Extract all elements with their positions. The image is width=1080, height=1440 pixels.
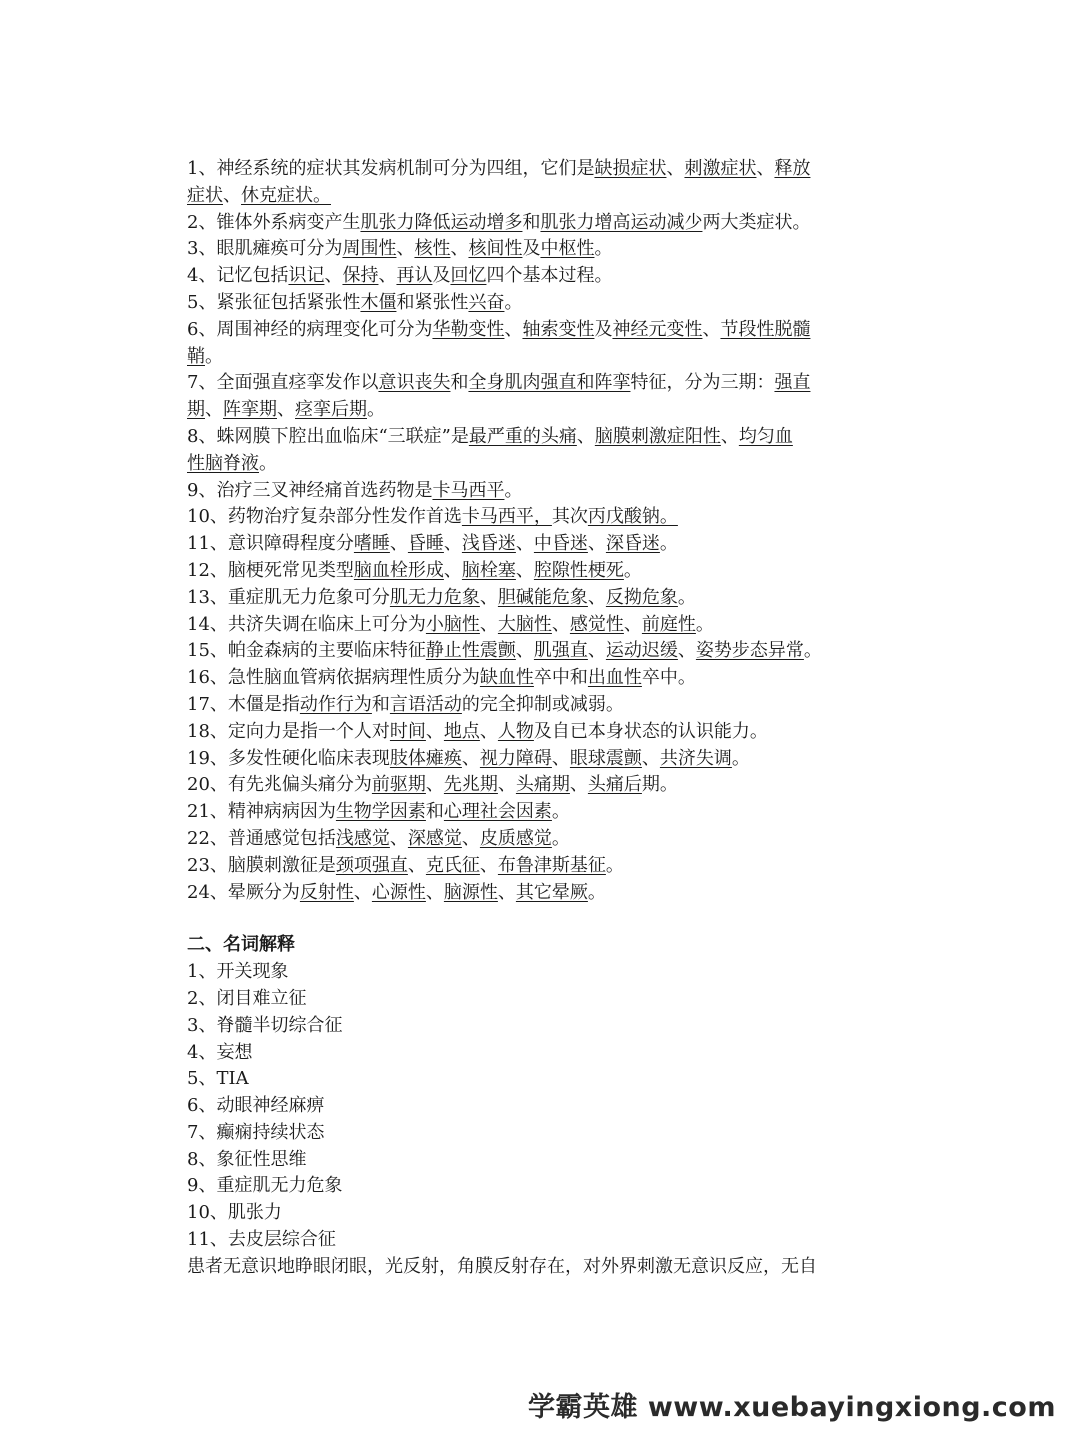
fill-in-line [187,880,897,907]
answer-blank: 脑膜刺激症阳性 [594,425,721,447]
question-text: 。 [551,801,570,823]
fill-in-line [187,531,897,558]
answer-blank: 克氏征 [425,854,480,876]
answer-blank: 再认 [396,265,433,287]
question-text: 。 [504,291,523,313]
fill-in-line [187,263,897,290]
answer-blank: 头痛期 [515,774,570,796]
question-text: 其次 [551,506,588,528]
fill-in-line [187,370,897,397]
question-text: 、 [587,586,606,608]
answer-blank: 小脑性 [425,613,480,635]
answer-blank: 生物学因素 [335,801,426,823]
answer-blank: 前驱期 [371,774,426,796]
fill-in-line [187,236,897,263]
answer-blank: 保持 [342,265,379,287]
answer-blank: 兴奋 [468,291,505,313]
question-text: 和 [450,372,469,394]
question-text: 19、多发性硬化临床表现 [187,747,390,769]
answer-blank: 皮质感觉 [479,827,552,849]
term-item: 8、象征性思维 [187,1148,307,1170]
question-text: 。 [504,479,523,501]
answer-blank: 肌强直 [533,640,588,662]
question-text: 、 [389,533,408,555]
fill-in-line [187,344,897,371]
question-text: 、 [450,238,469,260]
term-item: 10、肌张力 [187,1202,282,1224]
answer-blank: 深昏迷 [605,533,660,555]
watermark: 学霸英雄 www.xuebayingxiong.com [527,1392,1056,1423]
question-text: 、 [569,774,588,796]
question-text: 和 [425,801,444,823]
question-text: 9、治疗三叉神经痛首选药物是 [187,479,433,501]
answer-blank: 核性 [414,238,451,260]
fill-in-line [187,719,897,746]
question-text: 、 [515,559,534,581]
question-text: 的完全抑制或减弱。 [461,693,624,715]
fill-in-line [187,558,897,585]
question-text: 、 [515,640,534,662]
question-text: 1、神经系统的症状其发病机制可分为四组，它们是 [187,158,595,179]
question-text: 16、急性脑血管病依据病理性质分为 [187,667,480,689]
question-text: 。 [677,586,696,608]
answer-blank: 姿势步态异常 [695,640,804,662]
answer-blank: 刺激症状 [684,158,757,179]
question-text: 。 [659,533,678,555]
answer-blank: 脑源性 [443,881,498,903]
question-text: 、 [702,318,721,340]
fill-in-line [187,585,897,612]
answer-blank: 深感觉 [407,827,462,849]
answer-blank: 胆碱能危象 [497,586,588,608]
answer-blank: 痉挛后期 [295,399,367,421]
fill-in-line [187,665,897,692]
answer-blank: 神经元变性 [612,318,703,340]
answer-blank: 回忆 [450,265,487,287]
question-text: 卒中和 [533,667,588,689]
question-text: 、 [497,774,516,796]
term-item: 3、脊髓半切综合征 [187,1014,343,1036]
question-text: 8、蛛网膜下腔出血临床“三联症”是 [187,425,469,447]
question-text: 、 [551,613,570,635]
fill-in-line [187,424,897,451]
question-text: 、 [223,184,241,206]
answer-blank: 阵挛期 [223,399,277,421]
answer-blank: 节段性脱髓 [720,318,811,340]
question-text: 、 [479,586,498,608]
answer-blank: 周围性 [342,238,397,260]
question-text: 及 [594,318,613,340]
question-text: 、 [720,425,739,447]
answer-blank: 嗜睡 [353,533,390,555]
question-text: 四个基本过程。 [486,265,613,287]
fill-in-line [187,156,897,183]
question-text: 、 [389,827,408,849]
question-text: 及 [432,265,451,287]
question-text: 。 [803,640,822,662]
fill-in-line [187,638,897,665]
answer-blank: 症状 [187,184,223,206]
question-text: 。 [695,613,714,635]
term-item: 9、重症肌无力危象 [187,1175,343,1197]
trailing-paragraph: 患者无意识地睁眼闭眼，光反射，角膜反射存在，对外界刺激无意识反应，无自 [187,1255,817,1277]
question-text: 11、意识障碍程度分 [187,533,354,555]
answer-blank: 静止性震颤 [425,640,516,662]
fill-in-line [187,692,897,719]
question-text: 和 [522,211,541,233]
question-text: 及 [522,238,541,260]
fill-in-line [187,478,897,505]
answer-blank: 中枢性 [540,238,595,260]
fill-in-line [187,746,897,773]
question-text: 特征，分为三期： [630,372,775,394]
question-text: 4、记忆包括 [187,265,289,287]
fill-in-line [187,290,897,317]
answer-blank: 腔隙性梗死 [533,559,624,581]
answer-blank: 脑血栓形成 [353,559,444,581]
question-text: 、 [443,559,462,581]
question-text: 15、帕金森病的主要临床特征 [187,640,426,662]
answer-blank: 动作行为 [299,693,372,715]
fill-in-line [187,210,897,237]
fill-in-line [187,397,897,424]
question-text: 17、木僵是指 [187,693,300,715]
question-text: 和紧张性 [396,291,469,313]
answer-blank: 脑栓塞 [461,559,516,581]
answer-blank: 释放 [774,158,811,179]
answer-blank: 缺损症状 [594,158,667,179]
question-text: 、 [378,265,397,287]
term-item: 1、开关现象 [187,961,289,983]
answer-blank: 昏睡 [407,533,444,555]
answer-blank: 心理社会因素 [443,801,552,823]
answer-blank: 全身肌肉强直和阵挛 [468,372,631,394]
answer-blank: 先兆期 [443,774,498,796]
answer-blank: 言语活动 [389,693,462,715]
answer-blank: 其它晕厥 [515,881,588,903]
question-text: 期。 [641,774,678,796]
answer-blank: 期 [187,399,205,421]
question-text: 、 [515,533,534,555]
answer-blank: 轴索变性 [522,318,595,340]
answer-blank: 颈项强直 [335,854,408,876]
answer-blank: 肌无力危象 [389,586,480,608]
answer-blank: 强直 [774,372,811,394]
answer-blank: 时间 [389,720,426,742]
question-text: 及自已本身状态的认识能力。 [533,720,768,742]
answer-blank: 运动迟缓 [605,640,678,662]
question-text: 14、共济失调在临床上可分为 [187,613,426,635]
question-text: 18、定向力是指一个人对 [187,720,390,742]
fill-in-line [187,317,897,344]
question-text: 。 [551,827,570,849]
question-text: 。 [605,854,624,876]
question-text: 。 [205,345,223,367]
answer-blank: 共济失调 [659,747,732,769]
question-text: 24、晕厥分为 [187,881,300,903]
answer-blank: 反拗危象 [605,586,678,608]
answer-blank: 均匀血 [738,425,793,447]
question-text: 、 [479,613,498,635]
answer-blank: 最严重的头痛 [468,425,577,447]
question-text: 3、眼肌瘫痪可分为 [187,238,343,260]
question-text: 13、重症肌无力危象可分 [187,586,390,608]
question-text: 、 [587,533,606,555]
fill-in-line [187,451,897,478]
question-text: 。 [367,399,385,421]
question-text: 、 [425,881,444,903]
question-text: 20、有先兆偏头痛分为 [187,774,372,796]
answer-blank: 浅昏迷 [461,533,516,555]
question-text: 6、周围神经的病理变化可分为 [187,318,433,340]
term-item: 5、TIA [187,1068,249,1090]
fill-in-line [187,772,897,799]
answer-blank: 头痛后 [587,774,642,796]
answer-blank: 地点 [443,720,480,742]
question-text: 12、脑梗死常见类型 [187,559,354,581]
term-item: 7、癫痫持续状态 [187,1121,325,1143]
question-text: 。 [587,881,606,903]
answer-blank: 鞘 [187,345,205,367]
question-text: 、 [461,747,480,769]
question-text: 、 [425,720,444,742]
fill-in-line [187,504,897,531]
question-text: 、 [443,533,462,555]
answer-blank: 出血性 [587,667,642,689]
fill-in-line [187,612,897,639]
question-text: 、 [461,827,480,849]
answer-blank: 反射性 [299,881,354,903]
question-text: 、 [551,747,570,769]
question-text: 、 [587,640,606,662]
question-text: 23、脑膜刺激征是 [187,854,336,876]
question-text: 、 [576,425,595,447]
question-text: 、 [353,881,372,903]
answer-blank: 木僵 [360,291,397,313]
question-text: 、 [756,158,775,179]
term-item: 6、动眼神经麻痹 [187,1095,325,1117]
fill-in-line [187,853,897,880]
answer-blank: 肢体瘫痪 [389,747,462,769]
answer-blank: 肌张力降低运动增多 [360,211,523,233]
question-text: 、 [497,881,516,903]
question-text: 。 [731,747,750,769]
answer-blank: 感觉性 [569,613,624,635]
question-text: 、 [407,854,426,876]
fill-in-section [187,156,897,906]
answer-blank: 肌张力增高运动减少 [540,211,703,233]
question-text: 、 [396,238,415,260]
question-text: 、 [277,399,295,421]
answer-blank: 休克症状。 [241,184,331,206]
fill-in-line [187,826,897,853]
answer-blank: 卡马西平， [461,506,552,528]
answer-blank: 核间性 [468,238,523,260]
term-item: 2、闭目难立征 [187,987,307,1009]
question-text: 、 [641,747,660,769]
question-text: 、 [623,613,642,635]
question-text: 5、紧张征包括紧张性 [187,291,361,313]
document-body [187,156,897,1281]
answer-blank: 意识丧失 [378,372,451,394]
answer-blank: 卡马西平 [432,479,505,501]
answer-blank: 缺血性 [479,667,534,689]
question-text: 、 [677,640,696,662]
question-text: 卒中。 [641,667,696,689]
question-text: 、 [324,265,343,287]
question-text: 、 [425,774,444,796]
fill-in-line [187,799,897,826]
question-text: 2、锥体外系病变产生 [187,211,361,233]
answer-blank: 性脑脊液 [187,452,259,474]
question-text: 、 [205,399,223,421]
question-text: 。 [259,452,277,474]
question-text: 、 [666,158,685,179]
question-text: 、 [479,720,498,742]
fill-in-line [187,183,897,210]
question-text: 。 [623,559,642,581]
question-text: 7、全面强直痉挛发作以 [187,372,379,394]
answer-blank: 华勒变性 [432,318,505,340]
answer-blank: 视力障碍 [479,747,552,769]
question-text: 21、精神病病因为 [187,801,336,823]
answer-blank: 浅感觉 [335,827,390,849]
term-list [187,959,897,1254]
question-text: 、 [479,854,498,876]
section-heading: 二、名词解释 [187,934,295,956]
question-text: 。 [594,238,613,260]
answer-blank: 前庭性 [641,613,696,635]
answer-blank: 丙戊酸钠。 [587,506,678,528]
answer-blank: 中昏迷 [533,533,588,555]
question-text: 22、普通感觉包括 [187,827,336,849]
question-text: 10、药物治疗复杂部分性发作首选 [187,506,462,528]
question-text: 、 [504,318,523,340]
answer-blank: 心源性 [371,881,426,903]
term-item: 11、去皮层综合征 [187,1229,336,1251]
question-text: 两大类症状。 [702,211,811,233]
answer-blank: 人物 [497,720,534,742]
answer-blank: 识记 [288,265,325,287]
answer-blank: 大脑性 [497,613,552,635]
question-text: 和 [371,693,390,715]
answer-blank: 眼球震颤 [569,747,642,769]
term-item: 4、妄想 [187,1041,253,1063]
answer-blank: 布鲁津斯基征 [497,854,606,876]
